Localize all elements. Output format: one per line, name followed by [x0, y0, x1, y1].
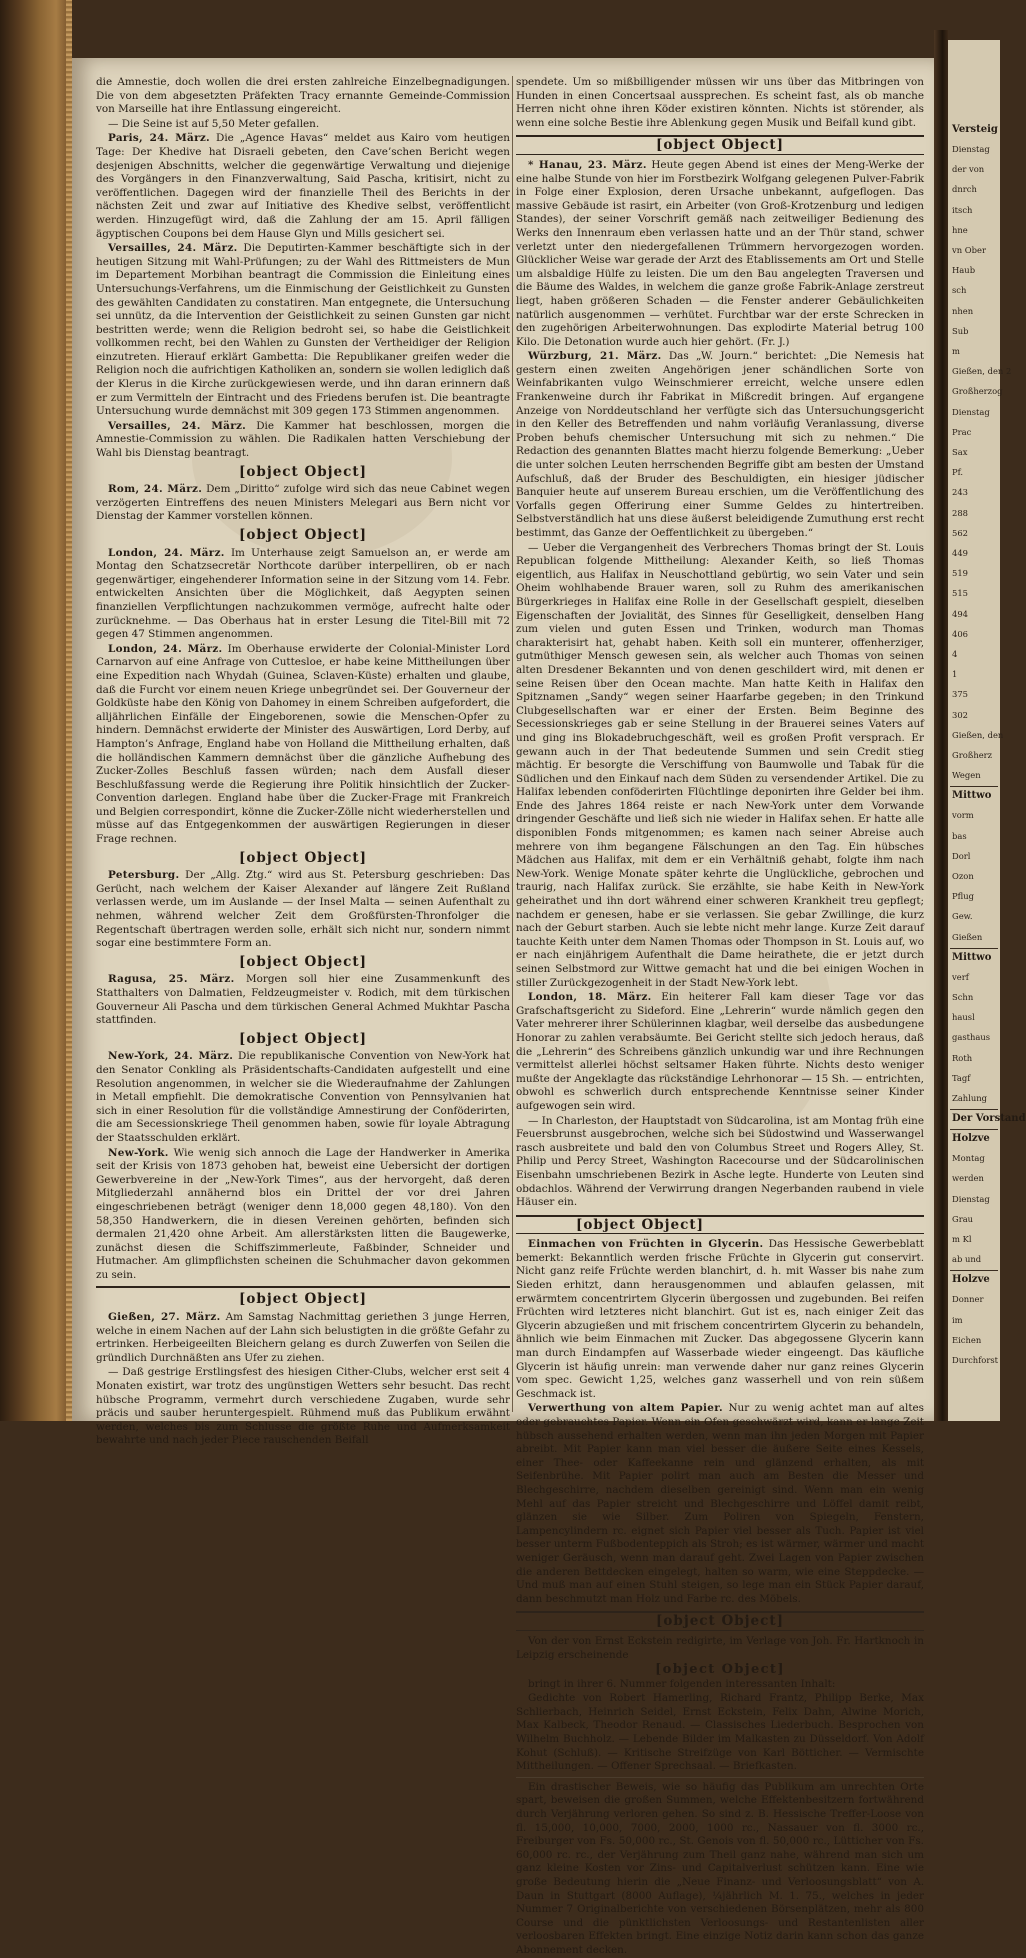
page-gutter [934, 30, 948, 1421]
facing-page-fragment: itsch [952, 204, 973, 215]
facing-page-rule [950, 1270, 998, 1271]
article-text: — Die Seine ist auf 5,50 Meter gefallen. [108, 117, 320, 130]
article-text: Im Unterhause zeigt Samuelson an, er werde am Montag den Schatzsecretär Northcote darüber interpelliren, ob er nach gegenwärtiger, eingehenderer Information seine in der Sitzung vom 14. Febr. entwickelten Ansichten über die Möglichkeit, daß Aegypten seinen finanziellen Verpflichtungen nachzukommen vermöge, aufrecht halte oder zurücknehme. — Das Oberhaus hat in erster Lesung die Titel-Bill mit 72 gegen 47 Stimmen angenommen. [96, 546, 510, 641]
facing-page-fragment: Wegen [952, 770, 981, 781]
facing-page-fragment: 4 [952, 649, 958, 659]
article-paragraph [96, 643, 510, 847]
section-heading-literarisches: [object Object] [516, 1611, 924, 1631]
article-paragraph [516, 1678, 924, 1692]
article-text: Die Kammer hat beschlossen, morgen die Amnestie-Commission zu wählen. Die Radikalen hatten Verschiebung der Wahl bis Dienstag beantragt. [96, 419, 510, 460]
facing-page-fragment: Großherzog [952, 386, 1003, 397]
article-paragraph [96, 118, 510, 132]
article-text: Von der von Ernst Eckstein redigirte, im Verlage von Joh. Fr. Hartknoch in Leipzig erscheinende [516, 1634, 924, 1661]
facing-page-fragment: Haub [952, 265, 976, 276]
article-paragraph [96, 483, 510, 524]
article-paragraph [96, 420, 510, 461]
article-paragraph [96, 1311, 510, 1365]
dateline: * Hanau, 23. März. [528, 158, 647, 171]
facing-page-fragment: Dorl [952, 850, 971, 861]
facing-page-fragment: 375 [952, 689, 968, 700]
facing-page-fragment: Prac [952, 426, 972, 437]
article-paragraph [96, 1366, 510, 1448]
article-paragraph [516, 1635, 924, 1662]
article-paragraph [516, 76, 924, 130]
facing-page-fragment: der von [952, 164, 985, 175]
facing-page-rule [950, 786, 998, 787]
article-text: Am Samstag Nachmittag geriethen 3 junge Herren, welche in einem Nachen auf der Lahn sich belustigten in die größte Gefahr zu ertrinken. Herbeigeeilten Bleichern gelang es durch Zuwerfen von Seilen die gründlich Durchnäßten ans Ufer zu ziehen. [96, 1311, 510, 1364]
facing-page-fragment: Holzve [952, 1133, 990, 1145]
article-text: Gedichte von Robert Hamerling, Richard Frantz, Philipp Berke, Max Schlierbach, Heinrich Seidel, Ernst Eckstein, Felix Dahn, Alwine Morich, Max Kalbeck, Theodor Renaud. — Classisches Liederbuch. Besprochen von Wilhelm Buchholz. — Lebende Bilder im Malkasten zu Düsseldorf. Von Adolf Kohut (Schluß). — Kritische Streifzüge von Karl Bötticher. — Vermischte Mittheilungen. — Offener Sprechsaal. — Briefkasten. [516, 1692, 924, 1773]
dateline: New-York, 24. März. [108, 1050, 234, 1063]
dateline: London, 18. März. [528, 991, 652, 1004]
article-paragraph [96, 547, 510, 642]
facing-page-fragment: 519 [952, 568, 968, 579]
facing-page-fragment: gasthaus [952, 1032, 991, 1043]
article-paragraph [516, 1238, 924, 1401]
facing-page-fragment: Holzve [952, 1274, 990, 1286]
facing-page-fragment: 1 [952, 669, 958, 680]
facing-page-fragment: vorm [952, 810, 974, 821]
facing-page-rule [950, 1109, 998, 1110]
article-paragraph [516, 542, 924, 991]
article-text: Im Oberhause erwiderte der Colonial-Minister Lord Carnarvon auf eine Anfrage von Cuttesloe, er habe keine Mittheilungen über eine Expedition nach Whydah (Guinea, Sclaven-Küste) erhalten und glaube, daß die Furcht vor einem neuen Kriege unbegründet sei. Der Gouverneur der Goldküste habe den König von Dahomey in einem Schreiben aufgefordert, die alljährlichen Einfälle der Eingeborenen, sowie die Menschen-Opfer zu hindern. Demnächst erwiderte der Minister des Auswärtigen, Lord Derby, auf Hampton’s Anfrage, England habe von Holland die Mittheilung erhalten, daß die holländischen Kammern demnächst über die gänzliche Aufhebung des Zucker-Zolles Beschluß fassen würden; nach dem Ausfall dieser Beschlußfassung werde die Regierung ihre Politik hinsichtlich der Zucker-Convention darlegen. England habe über die Zucker-Frage mit Frankreich und Belgien correspondirt, könne die Zucker-Zölle nicht wiederherstellen und müsse auf das Entgegenkommen der auswärtigen Regierungen in dieser Frage rechnen. [96, 642, 510, 846]
facing-page-fragment: m [952, 346, 960, 356]
dateline: London, 24. März. [108, 642, 223, 655]
facing-page-fragment: Eichen [952, 1334, 982, 1345]
dateline: Einmachen von Früchten in Glycerin. [528, 1238, 764, 1251]
dateline: London, 24. März. [108, 546, 225, 559]
article-text: Die „Agence Havas“ meldet aus Kairo vom heutigen Tage: Der Khedive hat Disraeli gebeten, den Cave’schen Bericht wegen desjenigen Abschnitts, welcher die gegenwärtige Verwaltung und diejenige des Vorgängers in den Finanzverwaltung, Said Pascha, kritisirt, nicht zu veröffentlichen. Dagegen wird der finanzielle Theil des Berichts in der nächsten Zeit und zwar auf Initiative des Khedive selbst, veröffentlicht werden. Hinzugefügt wird, daß die Zahlung der am 15. April fälligen ägyptischen Coupons bei dem Hause Glyn und Mills gesichert sei. [96, 132, 510, 240]
facing-page-fragment: Mittwo [952, 951, 992, 963]
section-heading-italien: [object Object] [239, 463, 367, 480]
article-paragraph [96, 1050, 510, 1145]
facing-page-fragment: 288 [952, 507, 968, 518]
column-divider [512, 76, 513, 1412]
article-paragraph [516, 350, 924, 540]
book-binding [0, 0, 72, 1421]
article-paragraph [96, 132, 510, 241]
article-paragraph [96, 973, 510, 1027]
dateline: Petersburg. [108, 869, 180, 882]
dateline: Verwerthung von altem Papier. [528, 1402, 723, 1415]
dateline: Würzburg, 21. März. [528, 350, 662, 363]
article-text: Heute gegen Abend ist eines der Meng-Werke der eine halbe Stunde von hier im Forstbezirk Wolfgang gelegenen Pulver-Fabrik in Folge einer Explosion, deren Ursache unbekannt, aufgeflogen. Das massive Gebäude ist rasirt, ein Arbeiter (von Groß-Krotzenburg und ledigen Standes), der seiner Vorschrift gemäß nach zeitweiliger Bedienung des Werks den Innenraum eben verlassen hatte und an der Thür stand, schwer verletzt unter den niedergefallenen Trümmern hervorgezogen worden. Glücklicher Weise war gerade der Arzt des Etablissements am Ort und Stelle um alsbaldige Hülfe zu leisten. Die um den Bau angelegten Traversen und die Bäume des Waldes, in welchem die ganze große Fabrik-Anlage zerstreut liegt, haben größeren Schaden — die Fenster anderer Gebäulichkeiten natürlich ausgenommen — verhütet. Furchtbar war der erste Schrecken in den zugehörigen Arbeiterwohnungen. Das explodirte Material betrug 100 Kilo. Die Detonation wurde auch hier gehört. (Fr. J.) [516, 158, 924, 348]
facing-page-fragment: Dienstag [952, 406, 990, 417]
article-paragraph [96, 1147, 510, 1283]
facing-page-fragment: Ozon [952, 871, 974, 881]
facing-page-fragment: werden [952, 1173, 984, 1184]
facing-page-fragment: Dienstag [952, 144, 990, 154]
article-text: bringt in ihrer 6. Nummer folgenden interessanten Inhalt: [528, 1677, 836, 1690]
facing-page-fragment: Dienstag [952, 1193, 990, 1204]
facing-page-fragment: 243 [952, 487, 968, 498]
facing-page-fragment: Donner [952, 1294, 984, 1305]
facing-page-fragment: verf [952, 971, 969, 982]
facing-page-edge [948, 40, 1026, 1421]
facing-page-fragment: Sub [952, 325, 969, 336]
article-paragraph [516, 1781, 924, 1958]
dateline: Gießen, 27. März. [108, 1311, 221, 1324]
article-text: Der „Allg. Ztg.“ wird aus St. Petersburg geschrieben: Das Gerücht, nach welchem der Kaiser Alexander auf längere Zeit Rußland verlassen werde, um im Auslande — der Insel Malta — seinen Aufenthalt zu nehmen, während welcher Zeit dem Großfürsten-Thronfolger die Regentschaft übertragen werden solle, erhält sich nicht nur, sondern nimmt sogar eine bestimmtere Form an. [96, 869, 510, 950]
section-rule [96, 1286, 510, 1288]
facing-page-fragment: im [952, 1314, 963, 1325]
article-text: Nur zu wenig achtet man auf altes oder gebrauchtes Papier. Wenn ein Ofen geschwärzt wird, kann er lange Zeit hübsch aussehend erhalten werden, wenn man ihn jeden Morgen mit Papier abreibt. Mit Papier kann man viel besser die äußere Seite eines Kessels, einer Thee- oder Kaffeekanne rein und glänzend erhalten, als mit Seifenbrühe. Mit Papier polirt man auch am Besten die Messer und Blechgeschirre, nachdem dieselben gereinigt sind. Wenn man ein wenig Mehl auf das Papier streicht und Blechgeschirre und Löffel damit reibt, glänzen sie wie Silber. Zum Poliren von Spiegeln, Fenstern, Lampencylindern rc. eignet sich Papier viel besser als Tuch. Papier ist viel besser unterm Fußbodenteppich als Stroh; es ist wärmer, wärmer und macht weniger Geräusch, wenn man darauf geht. Zwei Lagen von Papier zwischen die anderen Bettdecken eingelegt, halten so warm, wie eine Steppdecke. — Und muß man auf einen Stuhl steigen, so lege man ein Stück Papier darauf, dann beschmutzt man Holz und Farbe rc. des Möbels. [516, 1402, 924, 1605]
article-text: — Ueber die Vergangenheit des Verbrechers Thomas bringt der St. Louis Republican folgende Mittheilung: Alexander Keith, so ließ Thomas eigentlich, aus Halifax in Neuschottland gebürtig, wo sein Vater und sein Oheim wohlhabende Brauer waren, soll zu Ruhm des amerikanischen Bürgerkrieges in Halifax eine Rolle in der Gesellschaft gespielt, dieselben Eigenschaften der Jovialität, des Sinnes für Geselligkeit, denselben Hang zum vielen und guten Essen und Trinken, wodurch man Thomas charakterisirt hat, gehabt haben. Keith soll ein munterer, offenherziger, gutmüthiger Mensch gewesen sein, als welcher auch Thomas von seinen alten Dresdener Bekannten und von denen geschildert wird, mit denen er seine Reisen über den Ocean machte. Man hatte Keith in Halifax den Spitznamen „Sandy“ wegen seiner Haarfarbe gegeben; in den Trinkund Clubgesellschaften war er einer der Ersten. Beim Beginne des Secessionskrieges gab er seine Stellung in der Brauerei seines Vaters auf und ging ins Blokadebruchgeschäft, weil es großen Profit versprach. Er gewann auch in der That bedeutende Summen und sein Credit stieg mächtig. Er besorgte die Verschiffung von Baumwolle und Tabak für die Südlichen und den Einkauf nach dem Süden zu versendender Artikel. Die zu Halifax lebenden conföderirten Flüchtlinge deponirten ihre Gelder bei ihm. Ende des Jahres 1864 reiste er nach New-York unter dem Vorwande dringender Geschäfte und ließ sich nie wieder in Halifax sehen. Er hatte alle disponiblen Fonds mitgenommen; es kamen nach seiner Abreise auch mehrere von ihm begangene Fälschungen an den Tag. Ein hübsches Mädchen aus Halifax, mit dem er ein Verhältniß gehabt, folgte ihm nach New-York. Wenige Monate später kehrte die Unglückliche, gebrochen und traurig, nach Halifax zurück. Sie erzählte, sie habe Keith in New-York geheirathet und ihn dort während einer schweren Krankheit treu gepflegt; nachdem er genesen, habe er sie verlassen. Sie gebar Zwillinge, die kurz nach der Geburt starben. Auch sie lebte nicht mehr lange. Kurze Zeit darauf tauchte Keith unter dem Namen Thomas oder Thompson in St. Louis auf, wo er nach einjährigem Aufenthalt die Dame heirathete, die er jetzt durch seinen Selbstmord zur Wittwe gemacht hat und die bei einigen Wochen in stiller Zurückgezogenheit in der Stadt New-York lebt. [516, 541, 924, 989]
facing-page-fragment: 449 [952, 548, 968, 558]
article-paragraph [96, 76, 510, 117]
facing-page-fragment: Pflug [952, 891, 974, 902]
facing-page-fragment: 515 [952, 588, 968, 599]
article-paragraph [516, 159, 924, 349]
facing-page-fragment: Tagf [952, 1072, 971, 1083]
article-text: Das „W. Journ.“ berichtet: „Die Nemesis hat gestern einen zweiten Angehörigen jener schändlichen Sorte von Weinfabrikanten vulgo Weinschmierer erreicht, welche unsere edlen Frankenweine durch ihr Fabrikat in Mißcredit bringen. Auf ergangene Anzeige von Norddeutschland her verfügte sich das Untersuchungsgericht in den Keller des Betreffenden und nahm vorläufig Veranlassung, diverse Proben behufs chemischer Untersuchung mit sich zu nehmen.“ Die Redaction des genannten Blattes macht hierzu folgende Bemerkung: „Ueber die unter solchen Leuten herrschenden Begriffe gibt am besten der Umstand Aufschluß, daß der Bruder des Beschuldigten, ein hiesiger jüdischer Banquier heute auf unserem Bureau erschien, um die Veröffentlichung des Vorfalls gegen Offerirung einer Summe Geldes zu hintertreiben. Selbstverständlich hat uns diese äußerst beleidigende Zumuthung erst recht bestimmt, das Ganze der Oeffentlichkeit zu übergeben.“ [516, 350, 925, 539]
article-text: Ein drastischer Beweis, wie so häufig das Publikum am unrechten Orte spart, beweisen die großen Summen, welche Effektenbesitzern fortwährend durch Verjährung verloren gehen. So sind z. B. Hessische Treffer-Loose von fl. 15,000, 10,000, 7000, 2000, 1000 rc., Nassauer von fl. 3000 rc., Freiburger von Fs. 50,000 rc., St. Genois von fl. 50,000 rc., Lütticher von Fs. 60,000 rc. rc., der Verjährung zum Theil ganz nahe, während man sich um ganz kleine Kosten vor Zins- und Capitalverlust schützen kann. Eine wie große Bedeutung hierin die „Neue Finanz- und Verloosungsblatt“ von A. Daun in Stuttgart (8000 Auflage), ¼jährlich M. 1. 75., welches in jeder Nummer 7 Originalberichte von verschiedenen Börsenplätzen, mehr als 800 Course und die pünktlichsten Verloosungs- und Restantenlisten aller verloosbaren Effekten bringt. Eine einzige Notiz darin kann schon das ganze Abonnement decken. [516, 1780, 924, 1956]
facing-page-rule [950, 1129, 998, 1130]
facing-page-fragment: nhen [952, 305, 974, 316]
section-heading-vermischtes: [object Object] [516, 135, 924, 155]
section-heading-england: [object Object] [239, 527, 367, 543]
facing-page-fragment: 302 [952, 709, 968, 720]
facing-page-fragment: Gew. [952, 911, 973, 922]
facing-page-fragment: Zahlung [952, 1093, 988, 1103]
dateline: Paris, 24. März. [108, 132, 210, 145]
facing-page-fragment: dnrch [952, 184, 977, 195]
article-text: — Daß gestrige Erstlingsfest des hiesigen Cither-Clubs, welcher erst seit 4 Monaten existirt, war trotz des ungünstigen Wetters sehr besucht. Das recht hübsche Programm, vermehrt durch verschiedene Zugaben, wurde sehr präcis und sauber heruntergespielt. Rühmend muß das Publikum erwähnt werden, welches bis zum Schlusse die größte Ruhe und Aufmerksamkeit bewahrte und nach jeder Piece rauschenden Beifall [96, 1366, 510, 1447]
dateline: Versailles, 24. März. [108, 242, 238, 255]
article-text: spendete. Um so mißbilligender müssen wir uns über das Mitbringen von Hunden in einen Concertsaal aussprechen. Es scheint fast, als ob manche Herren nicht ohne ihren Köder existiren könnten. Nichts ist störender, als wenn eine solche Bestie ihre Ablenkung gegen Musik und Beifall kund gibt. [516, 76, 924, 129]
article-text: die Amnestie, doch wollen die drei ersten zahlreiche Einzelbegnadigungen. Die von dem abgesetzten Präfekten Tracy ernannte Gemeinde-Commission von Marseille hat ihre Entlassung eingereicht. [96, 76, 510, 116]
article-paragraph [516, 991, 924, 1113]
dateline: Versailles, 24. März. [108, 419, 247, 432]
article-text: Dem „Diritto“ zufolge wird sich das neue Cabinet wegen verzögerten Eintreffens des neuen Ministers Melegari aus Bern nicht vor Dienstag der Kammer vorstellen können. [96, 483, 511, 523]
facing-page-fragment: Roth [952, 1052, 973, 1063]
facing-page-fragment: Grau [952, 1213, 974, 1224]
facing-page-fragment: Gießen, den 2 [952, 366, 1012, 377]
article-text: Die republikanische Convention von New-York hat den Senator Conkling als Präsidentschafts-Candidaten aufgestellt und eine Resolution angenommen, in welcher sie die Wiederaufnahme der Zahlungen in Metall empfiehlt. Die demokratische Convention von Pennsylvanien hat sich in einer Resolution für die vollständige Amnestirung der Conföderirten, die am Secessionskriege Theil genommen haben, sowie für loyale Abtragung der Staatsschulden erklärt. [96, 1050, 510, 1144]
facing-page-fragment: Großherz [952, 750, 993, 760]
article-paragraph [516, 1402, 924, 1606]
facing-page-fragment: 494 [952, 608, 968, 619]
article-text: — In Charleston, der Hauptstadt von Südcarolina, ist am Montag früh eine Feuersbrunst ausgebrochen, welche sich bei Südostwind und Wasserwangel rasch ausbreitete und bald den von Columbus Street und Rogers Alley, St. Philip und Percy Street, Washington Racecourse und der Südcarolinischen Eisenbahn umschriebenen Bezirk in Asche legte. Hunderte von Leuten sind obdachlos. Während der Verwirrung drangen Negerbanden raubend in viele Häuser ein. [516, 1114, 924, 1209]
facing-page-fragment: Durchforst [952, 1355, 999, 1365]
facing-page-rule [950, 948, 998, 949]
facing-page-fragment: m Kl [952, 1234, 972, 1244]
article-paragraph [96, 242, 510, 419]
facing-page-fragment: Schn [952, 992, 974, 1002]
facing-page-fragment: vn Ober [952, 245, 986, 255]
facing-page-fragment: Gießen, den [952, 729, 1004, 740]
dateline: Ragusa, 25. März. [108, 973, 235, 986]
facing-page-fragment: Der Vorstand [952, 1113, 1026, 1125]
left-column [96, 76, 511, 1447]
facing-page-fragment: hne [952, 224, 968, 235]
facing-page-fragment: sch [952, 285, 967, 296]
section-heading-amerika: [object Object] [239, 1030, 367, 1047]
article-paragraph [516, 1692, 924, 1774]
facing-page-fragment: Gießen [952, 931, 983, 942]
publication-title: [object Object] [655, 1662, 785, 1678]
facing-page-fragment: hausl [952, 1012, 975, 1023]
facing-page-fragment: 562 [952, 527, 968, 538]
separator-rule [516, 1777, 924, 1778]
section-heading-wirthschaftliches: [object Object] [516, 1215, 924, 1235]
right-column [516, 76, 925, 1956]
section-heading-russland: [object Object] [239, 849, 367, 866]
article-text: Ein heiterer Fall kam dieser Tage vor das Grafschaftsgericht zu Sideford. Eine „Lehrerin“ wurde nämlich gegen den Vater mehrerer ihrer Schülerinnen klagbar, weil derselbe das ausbedungene Honorar zu zahlen verabsäumte. Bei Gericht stellte sich jedoch heraus, daß die „Lehrerin“ des Schreibens gänzlich unkundig war und ihre Rechnungen vermittelst allerlei höchst seltsamer Haken führte. Nichts desto weniger mußte der Angeklagte das rückständige Lehrhonorar — 15 Sh. — entrichten, obwohl es schwerlich durch entsprechende Kenntnisse seiner Kinder aufgewogen sein wird. [516, 991, 924, 1112]
facing-page-fragment: ab und [952, 1254, 982, 1265]
facing-page-fragment: bas [952, 830, 967, 841]
facing-page-fragment: Versteig [952, 124, 998, 135]
article-text: Das Hessische Gewerbeblatt bemerkt: Bekanntlich werden frische Früchte in Glycerin gut conservirt. Nicht ganz reife Früchte werden blanchirt, d. h. mit Wasser bis nahe zum Sieden erhitzt, dann herausgenommen und ablaufen gelassen, mit erwärmtem concentrirtem Glycerin übergossen und zugebunden. Bei reifen Früchten wird letzteres nicht blanchirt. Gut ist es, nach einiger Zeit das Glycerin abzugießen und mit frischem concentrirtem Glycerin zu behandeln, ähnlich wie beim Einmachen mit Zucker. Das abgegossene Glycerin kann man durch Eindampfen auf Wasserbade wieder eingeengt. Das käufliche Glycerin ist häufig unrein: man verwende daher nur ganz reines Glycerin vom spec. Gewicht 1,25, welches ganz wasserhell und von rein süßem Geschmack ist. [516, 1238, 924, 1400]
dateline: New-York. [108, 1146, 169, 1159]
facing-page-fragment: Pf. [952, 467, 964, 478]
article-paragraph [516, 1115, 924, 1210]
section-heading-lokal-notiz: [object Object] [239, 1291, 367, 1308]
facing-page-fragment: 406 [952, 628, 968, 639]
facing-page-fragment: Mittwo [952, 790, 992, 802]
article-paragraph [96, 869, 510, 951]
dateline: Rom, 24. März. [108, 483, 203, 496]
article-text: Morgen soll hier eine Zusammenkunft des Statthalters von Dalmatien, Feldzeugmeister v. Rodich, mit dem türkischen Gouverneur Ali Pascha und dem türkischen General Achmed Mukhtar Pascha stattfinden. [96, 973, 510, 1027]
facing-page-fragment: Sax [952, 447, 968, 457]
facing-page-fragment: Montag [952, 1153, 985, 1164]
section-heading-tuerkei: [object Object] [239, 953, 367, 970]
article-text: Wie wenig sich annoch die Lage der Handwerker in Amerika seit der Krisis von 1873 gehoben hat, beweist eine Uebersicht der dortigen Gewerbvereine in der „New-York Times“, aus der hervorgeht, daß deren Mitgliederzahl annähernd blos ein Drittel der vor drei Jahren eingeschriebenen beträgt (weniger denn 18,000 gegen 48,180). Von den 58,350 Handwerkern, die in diesen Vereinen gehörten, befinden sich dermalen 21,420 ohne Arbeit. Am allerstärksten litten die Baugewerke, zunächst diesen die Schiffszimmerleute, Faßbinder, Schneider und Hutmacher. Am glimpflichsten scheinen die Schuhmacher davon gekommen zu sein. [96, 1146, 510, 1281]
article-text: Die Deputirten-Kammer beschäftigte sich in der heutigen Sitzung mit Wahl-Prüfungen; zu der Wahl des Rittmeisters de Mun im Departement Morbihan beantragt die Commission die Einleitung eines Untersuchungs-Verfahrens, um die Einmischung der Geistlichkeit zu Gunsten des gewählten Candidaten zu constatiren. Man entgegnete, die Untersuchung sei unnütz, da die Intervention der Geistlichkeit zu seinen Gunsten gar nicht bestritten werde; wenn die Religion bedroht sei, so habe die Geistlichkeit vollkommen recht, bei den Wahlen zu Gunsten der Vertheidiger der Religion einzutreten. Hierauf erklärt Gambetta: Die Republikaner greifen weder die Religion noch die aufrichtigen Katholiken an, sondern sie wollen lediglich daß der Klerus in die Kirche zurückgewiesen werde, und ihn daran erinnern daß er zum Vermitteln der Eintracht und des Friedens berufen ist. Die beantragte Untersuchung wurde demnächst mit 309 gegen 173 Stimmen angenommen. [96, 242, 510, 418]
